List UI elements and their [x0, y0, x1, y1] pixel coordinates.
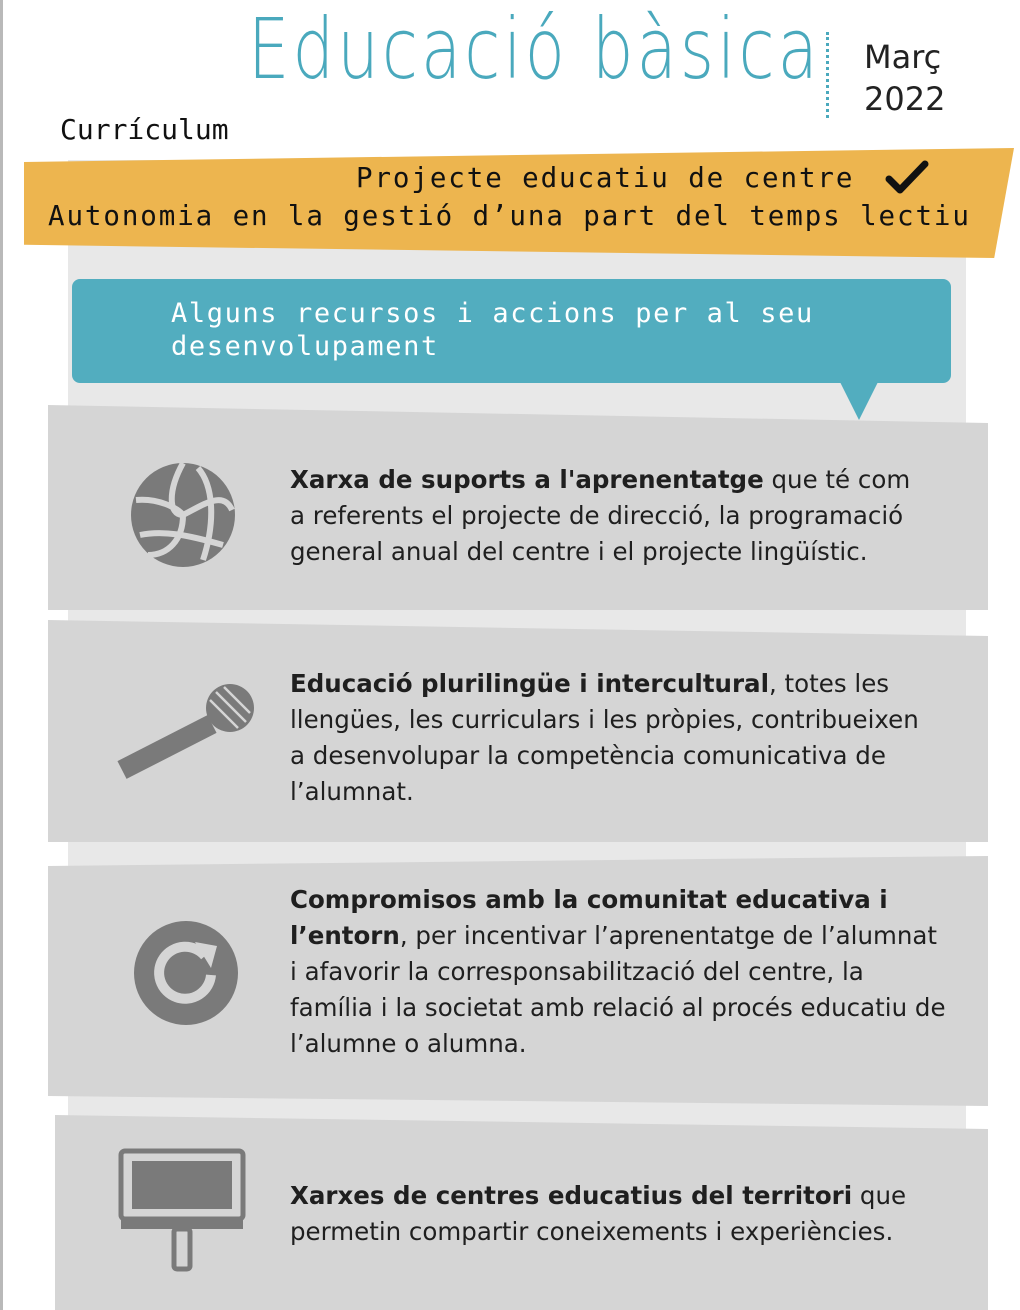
dotted-divider — [826, 32, 829, 118]
section-subject: Currículum — [60, 113, 229, 146]
resource-body-4: que permetin compartir coneixements i experiències. — [290, 1181, 907, 1246]
resource-title-1: Xarxa de suports a l'aprenentatge — [290, 465, 764, 494]
resource-body-2: , totes les llengües, les curriculars i les pròpies, contribueixen a desenvolupar la competència comunicativa de l’alumnat. — [290, 669, 919, 806]
resource-text-2 — [290, 666, 940, 810]
refresh-icon — [133, 920, 239, 1026]
resource-title-4: Xarxes de centres educatius del territori — [290, 1181, 853, 1210]
signboard-icon — [118, 1148, 246, 1272]
issue-month: Març — [864, 38, 942, 76]
checkmark-icon — [885, 158, 929, 198]
page-title: Educació bàsica — [248, 0, 821, 98]
resource-title-3: Compromisos amb la comunitat educativa i l’entorn — [290, 885, 888, 950]
callout-tail — [840, 382, 878, 420]
issue-year: 2022 — [864, 80, 946, 118]
resource-text-4 — [290, 1178, 930, 1250]
resource-title-2: Educació plurilingüe i intercultural — [290, 669, 769, 698]
resource-text-3 — [290, 882, 950, 1062]
issue-date — [864, 36, 945, 120]
volleyball-icon — [128, 460, 238, 570]
microphone-icon — [112, 682, 258, 780]
page-edge-rule — [0, 0, 3, 1310]
resource-body-3: , per incentivar l’aprenentatge de l’alumnat i afavorir la corresponsabilització del centre, la família i la societat amb relació al procés educatiu de l’alumne o alumna. — [290, 921, 946, 1058]
resource-text-1 — [290, 462, 930, 570]
resource-body-1: que té com a referents el projecte de direcció, la programació general anual del centre i el projecte lingüístic. — [290, 465, 911, 566]
banner-line-1: Projecte educatiu de centre — [356, 162, 855, 194]
banner-line-2: Autonomia en la gestió d’una part del temps lectiu — [48, 200, 971, 232]
callout-text: Alguns recursos i accions per al seu desenvolupament — [171, 298, 814, 362]
